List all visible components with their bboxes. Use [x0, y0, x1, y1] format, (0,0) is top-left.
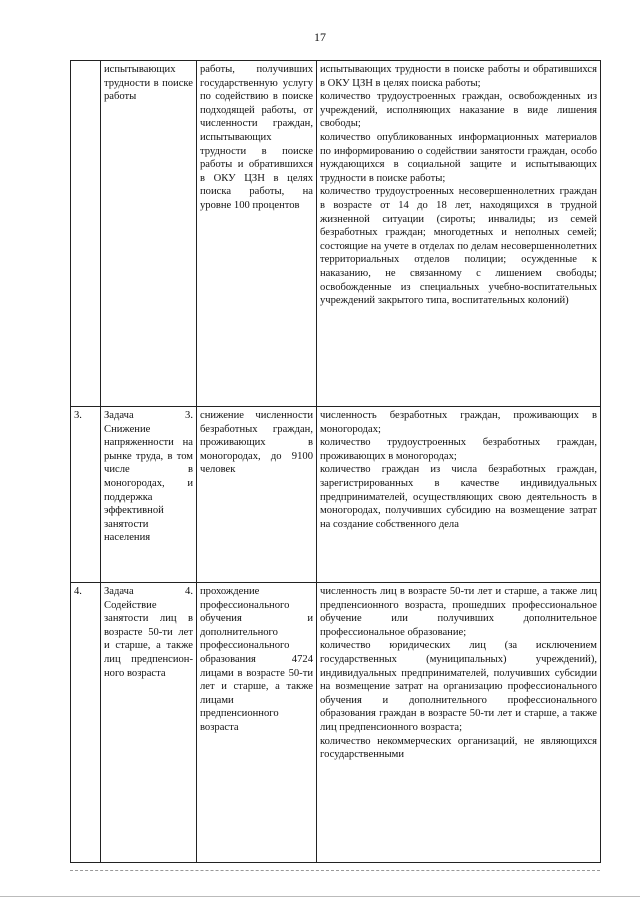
measures-cell	[317, 61, 601, 407]
task-cell: Задача 4. Содействие занятости лиц в возрасте 50-ти лет и старше, а также лиц предпенсион-ного возраста	[101, 583, 197, 863]
measures-cell	[317, 407, 601, 583]
measure-item: количество некоммерческих организаций, не являющихся государственными	[320, 735, 597, 761]
measure-item: количество трудоустроенных безработных граждан, проживающих в моногородах;	[320, 437, 597, 462]
indicator-cell: работы, получивших государственную услугу по содействию в поиске подходящей работы, от численности граждан, испытывающих трудности в поиске работы и обратившихся в ОКУ ЦЗН в целях поиска работы, на уровне 100 процентов	[197, 61, 317, 407]
measure-item: количество опубликованных информационных материалов по информированию о содействии занятости граждан, особо нуждающихся в социальной защите и испытывающих трудности в поиске работы;	[320, 131, 597, 184]
indicator-cell: прохождение профессионального обучения и дополнительного профессионального образования 4724 лицами в возрасте 50-ти лет и старше, а также лицами предпенсионного возраста	[197, 583, 317, 863]
scan-divider	[70, 870, 600, 871]
measure-item: численность безработных граждан, проживающих в моногородах;	[320, 410, 597, 435]
measure-item: количество граждан из числа безработных граждан, зарегистрированных в качестве индивидуальных предпринимателей, осуществляющих свою деятельность в моногородах, получивших субсидию на возмещение затрат на создание собственного дела	[320, 464, 597, 530]
table-row	[71, 583, 601, 863]
measure-item: количество трудоустроенных несовершеннолетних граждан в возрасте от 14 до 18 лет, находящихся в трудной жизненной ситуации (сироты; инвалиды; из семей безработных граждан; многодетных и неполных семей; состоящие на учете в отделах по делам несовершеннолетних территориальных отделов полиции; осужденные к наказанию, не связанному с лишением свободы; освобожденные из специальных учебно-воспитательных учреждений закрытого типа, воспитательных колоний)	[320, 186, 597, 307]
measures-cell	[317, 583, 601, 863]
measure-item: испытывающих трудности в поиске работы и обратившихся в ОКУ ЦЗН в целях поиска работы;	[320, 64, 597, 89]
task-cell: Задача 3. Снижение напряженности на рынке труда, в том числе в моногородах, и поддержка эффективной занятости населения	[101, 407, 197, 583]
measure-item: численность лиц в возрасте 50-ти лет и старше, а также лиц предпенсионного возраста, прошедших профессиональное обучение или получивших дополнительное профессиональное образование;	[320, 586, 597, 638]
program-indicators-table	[70, 60, 601, 863]
row-number	[71, 61, 101, 407]
measure-item: количество юридических лиц (за исключением государственных (муниципальных) учреждений), индивидуальных предпринимателей, получивших субсидии на возмещение затрат на организацию профессионального обучения и дополнительного профессионального образования граждан в возрасте 50-ти лет и старше, а также лиц предпенсионного возраста;	[320, 640, 597, 733]
measure-item: количество трудоустроенных граждан, освобожденных из учреждений, исполняющих наказание в виде лишения свободы;	[320, 91, 597, 130]
footer-rule	[0, 896, 640, 897]
table-row	[71, 61, 601, 407]
page-number: 17	[314, 30, 326, 44]
indicator-cell: снижение численности безработных граждан, проживающих в моногородах, до 9100 человек	[197, 407, 317, 583]
row-number: 4.	[71, 583, 101, 863]
row-number: 3.	[71, 407, 101, 583]
table-row	[71, 407, 601, 583]
task-cell: испытывающих трудности в поиске работы	[101, 61, 197, 407]
